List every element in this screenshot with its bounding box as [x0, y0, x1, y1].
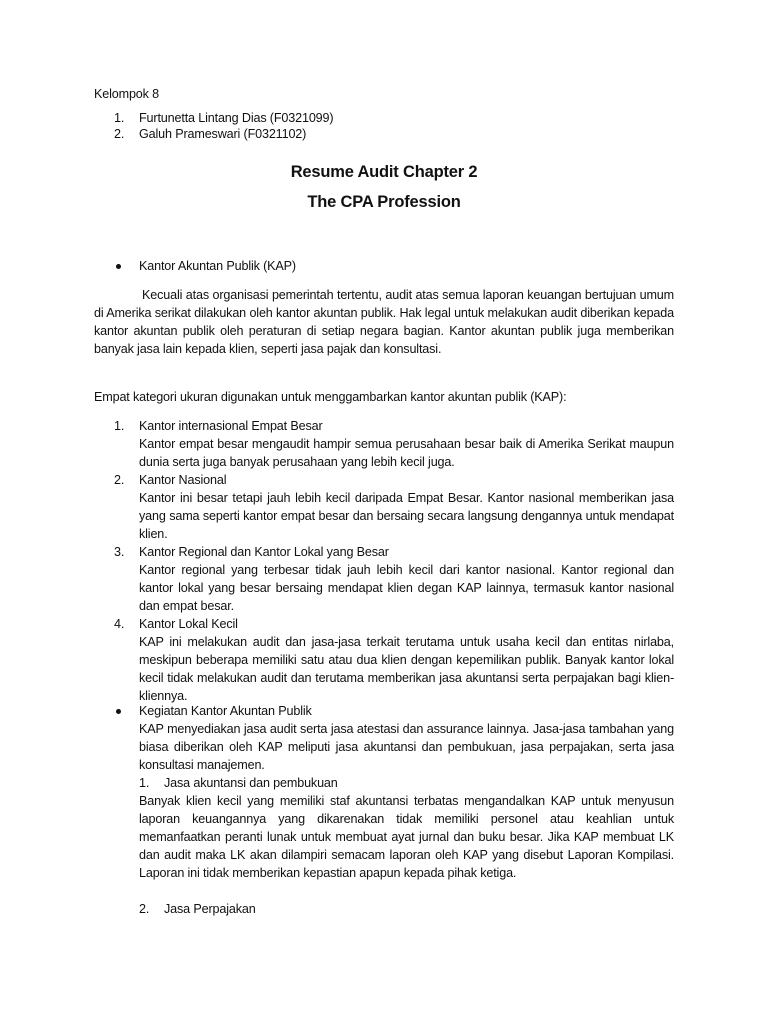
sub-item-body: Banyak klien kecil yang memiliki staf akuntansi terbatas mengandalkan KAP untuk menyusun laporan keuangannya yang dikarenakan tidak memiliki personel atau keahlian untuk memanfaatkan peranti lunak untuk membuat ayat jurnal dan buku besar. Jika KAP membuat LK dan audit maka LK akan dilampiri semacam laporan oleh KAP yang disebut Laporan Kompilasi. Laporan ini tidak memberikan kepastian apapun kepada pihak ketiga.: [139, 794, 674, 880]
sub-item-title: Jasa Perpajakan: [164, 902, 256, 916]
kegiatan-paragraph: KAP menyediakan jasa audit serta jasa atestasi dan assurance lainnya. Jasa-jasa tambahan yang biasa diberikan oleh KAP meliputi jasa akuntansi dan pembukuan, jasa perpajakan, serta jasa konsultasi manajemen.: [139, 722, 674, 772]
category-title: Kantor internasional Empat Besar: [139, 419, 323, 433]
category-body: Kantor empat besar mengaudit hampir semua perusahaan besar baik di Amerika Serikat maupun dunia serta juga banyak perusahaan yang lebih kecil juga.: [139, 437, 674, 469]
category-number: 2.: [114, 473, 125, 487]
sub-item-perpajakan: [139, 900, 674, 918]
category-title: Kantor Regional dan Kantor Lokal yang Besar: [139, 545, 389, 559]
bullet-icon: [116, 264, 121, 269]
document-subtitle: The CPA Profession: [307, 193, 461, 211]
category-body: Kantor regional yang terbesar tidak jauh lebih kecil dari kantor nasional. Kantor regional dan kantor lokal yang besar bersaing mendapat klien degan KAP lainnya, termasuk kantor nasional dan empat besar.: [139, 563, 674, 613]
sub-item-number: 2.: [139, 902, 150, 916]
section-heading: Kegiatan Kantor Akuntan Publik: [139, 704, 312, 718]
sub-item-akuntansi: [139, 774, 674, 792]
member-name: Furtunetta Lintang Dias (F0321099): [139, 111, 334, 125]
category-number: 1.: [114, 419, 125, 433]
category-title: Kantor Nasional: [139, 473, 227, 487]
category-item: [94, 543, 674, 615]
category-list: [94, 417, 674, 705]
member-list: [94, 110, 694, 142]
bullet-heading-kegiatan: [94, 702, 674, 720]
sub-item-number: 1.: [139, 776, 150, 790]
category-body: KAP ini melakukan audit dan jasa-jasa terkait terutama untuk usaha kecil dan entitas nirlaba, meskipun beberapa memiliki satu atau dua klien dengan kepemilikan publik. Banyak kantor lokal kecil tidak melakukan audit dan terutama memberikan jasa akuntansi serta perpajakan bagi klien-kliennya.: [139, 635, 674, 703]
sub-item: [139, 900, 674, 918]
member-name: Galuh Prameswari (F0321102): [139, 127, 307, 141]
member-number: 2.: [114, 127, 125, 141]
section-heading: Kantor Akuntan Publik (KAP): [139, 259, 296, 273]
category-number: 4.: [114, 617, 125, 631]
member-item: [94, 126, 694, 142]
member-item: [94, 110, 694, 126]
member-number: 1.: [114, 111, 125, 125]
intro-paragraph: Kecuali atas organisasi pemerintah tertentu, audit atas semua laporan keuangan bertujuan umum di Amerika serikat dilakukan oleh kantor akuntan publik. Hak legal untuk melakukan audit diberikan kepada kantor akuntan publik oleh peraturan di setiap negara bagian. Kantor akuntan publik juga memberikan banyak jasa lain kepada klien, seperti jasa pajak dan konsultasi.: [94, 288, 674, 356]
categories-intro: Empat kategori ukuran digunakan untuk menggambarkan kantor akuntan publik (KAP):: [94, 390, 567, 404]
sub-item-title: Jasa akuntansi dan pembukuan: [164, 776, 338, 790]
category-number: 3.: [114, 545, 125, 559]
sub-item: [139, 774, 674, 792]
document-title: Resume Audit Chapter 2: [290, 163, 478, 181]
group-label: Kelompok 8: [94, 87, 160, 101]
category-title: Kantor Lokal Kecil: [139, 617, 238, 631]
category-item: [94, 417, 674, 471]
bullet-icon: [116, 709, 121, 714]
category-body: Kantor ini besar tetapi jauh lebih kecil daripada Empat Besar. Kantor nasional memberikan jasa yang sama seperti kantor empat besar dan bersaing secara langsung dengannya untuk mendapat klien.: [139, 491, 674, 541]
bullet-heading-kap: [94, 257, 674, 275]
category-item: [94, 471, 674, 543]
category-item: [94, 615, 674, 705]
